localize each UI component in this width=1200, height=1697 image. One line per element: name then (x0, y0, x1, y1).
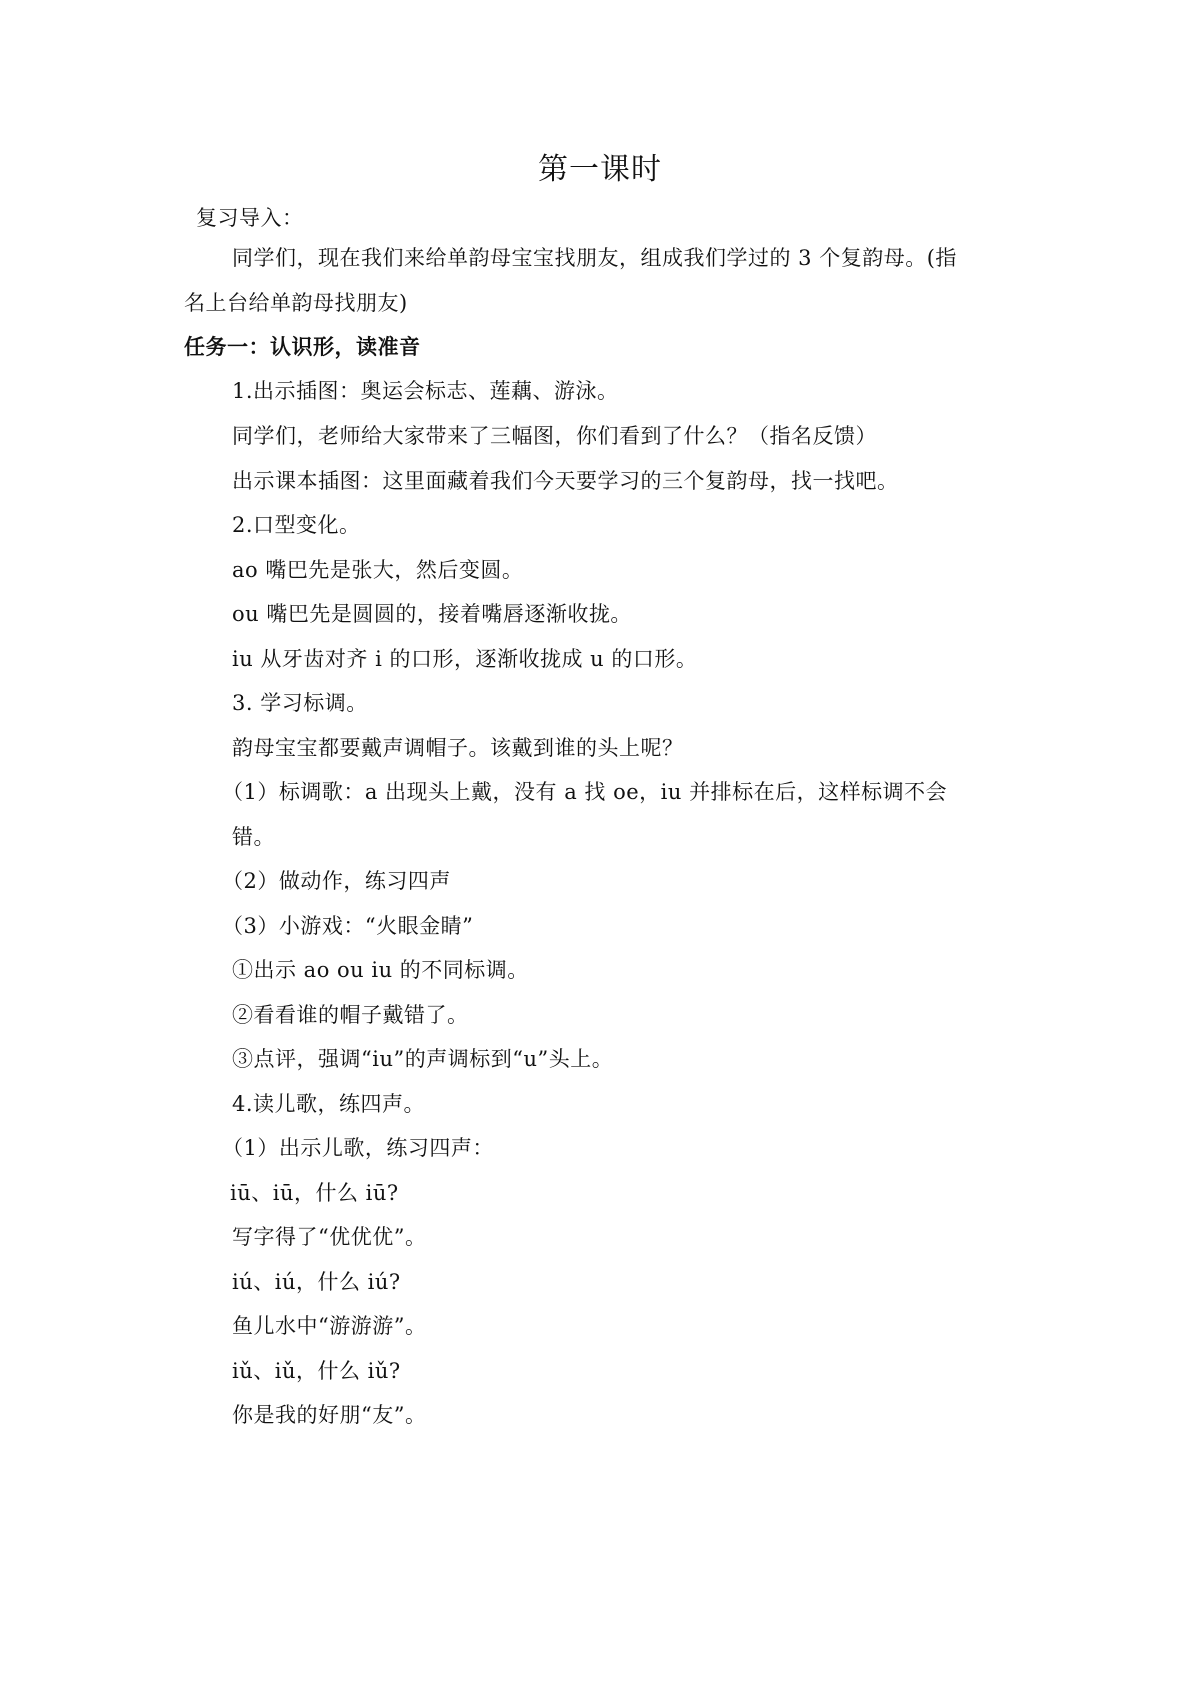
paragraph-line: ②看看谁的帽子戴错了。 (232, 1003, 469, 1027)
rhyme-line: 鱼儿水中“游游游”。 (232, 1314, 427, 1338)
paragraph-line: 韵母宝宝都要戴声调帽子。该戴到谁的头上呢？ (232, 736, 684, 760)
paragraph-line: 4.读儿歌，练四声。 (232, 1092, 426, 1116)
rhyme-line: 你是我的好朋“友”。 (232, 1403, 427, 1427)
rhyme-line: iú、iú，什么 iú? (232, 1270, 401, 1294)
paragraph-line: 3. 学习标调。 (232, 691, 368, 715)
paragraph-line: 2.口型变化。 (232, 513, 361, 537)
rhyme-line: 写字得了“优优优”。 (232, 1225, 427, 1249)
paragraph-line: iu 从牙齿对齐 i 的口形，逐渐收拢成 u 的口形。 (232, 647, 698, 671)
paragraph-line: 名上台给单韵母找朋友) (184, 291, 408, 315)
section-heading-task-one: 任务一：认识形，读准音 (184, 335, 421, 359)
paragraph-line: 同学们，老师给大家带来了三幅图，你们看到了什么？（指名反馈） (232, 424, 877, 448)
paragraph-line: 错。 (232, 825, 275, 849)
page-title: 第一课时 (538, 152, 662, 187)
paragraph-line: ou 嘴巴先是圆圆的，接着嘴唇逐渐收拢。 (232, 602, 632, 626)
paragraph-line: 同学们，现在我们来给单韵母宝宝找朋友，组成我们学过的 3 个复韵母。(指 (232, 246, 957, 270)
paragraph-line: 1.出示插图：奥运会标志、莲藕、游泳。 (232, 379, 619, 403)
paragraph-line: （1）出示儿歌，练习四声： (222, 1136, 494, 1160)
section-heading-review: 复习导入： (196, 206, 304, 230)
paragraph-line: 出示课本插图：这里面藏着我们今天要学习的三个复韵母，找一找吧。 (232, 469, 899, 493)
paragraph-line: ①出示 ao ou iu 的不同标调。 (232, 958, 529, 982)
rhyme-line: iū、iū，什么 iū? (230, 1181, 399, 1205)
paragraph-line: （1）标调歌：a 出现头上戴，没有 a 找 oe，iu 并排标在后，这样标调不会 (222, 780, 948, 804)
paragraph-line: （2）做动作，练习四声 (222, 869, 451, 893)
paragraph-line: ③点评，强调“iu”的声调标到“u”头上。 (232, 1047, 614, 1071)
paragraph-line: ao 嘴巴先是张大，然后变圆。 (232, 558, 524, 582)
paragraph-line: （3）小游戏：“火眼金睛” (222, 914, 474, 938)
rhyme-line: iǔ、iǔ，什么 iǔ? (232, 1359, 401, 1383)
